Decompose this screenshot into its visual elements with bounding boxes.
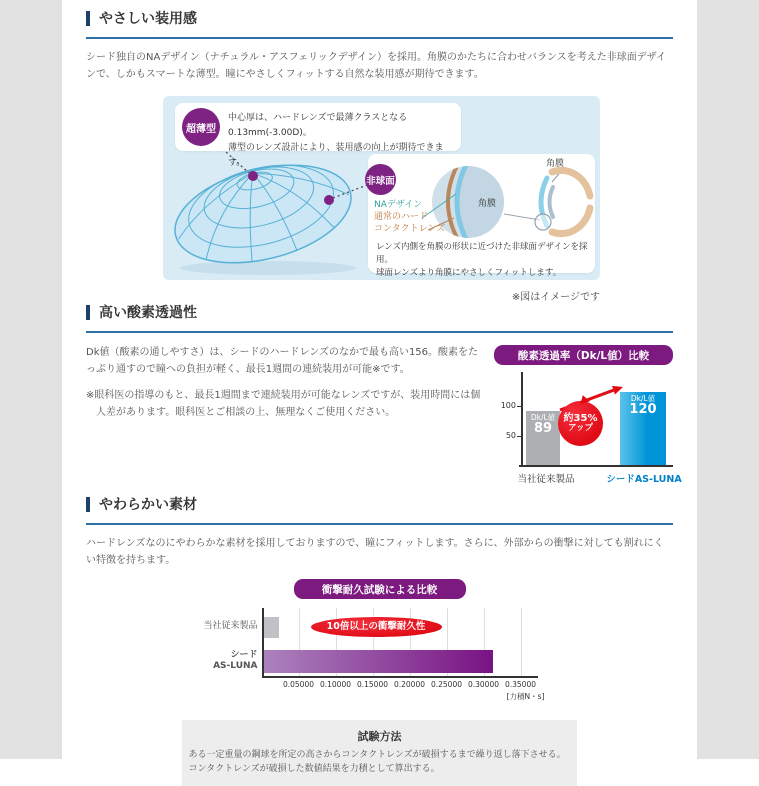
section-accent-bar	[86, 305, 90, 320]
oxy-cat-conventional: 当社従来製品	[517, 474, 575, 485]
test-method-title: 試験方法	[357, 730, 402, 743]
ultra-thin-line2: 薄型のレンズ設計により、装用感の向上が期待できます。	[228, 142, 444, 168]
imp-annotation-ellipse: 10倍以上の衝撃耐久性	[311, 617, 442, 637]
oxygen-text-column	[86, 345, 486, 486]
oxy-annotation-balloon	[558, 401, 603, 446]
section-title: やさしい装用感	[99, 11, 197, 27]
imp-cat-asluna-line1: シード	[230, 650, 258, 660]
test-method-line2: コンタクトレンズが破損した数値結果を力積として算出する。	[188, 764, 440, 775]
oxygen-note: ※眼科医の指導のもと、最長1週間まで連続装用が可能なレンズですが、装用時間には個人差があります。眼科医とご相談の上、無理なくご使用ください。	[86, 390, 481, 418]
oxy-plot	[494, 372, 673, 467]
section-accent-bar	[86, 11, 90, 26]
test-method-box	[182, 720, 577, 786]
section-body: Dk値（酸素の通しやすさ）は、シードのハードレンズのなかで最も高い156。酸素をたっぷり通すので瞳への負担が軽く、最長1週間の連続装用が可能※です。	[86, 347, 479, 375]
normal-hard-lens-label	[374, 211, 445, 235]
lens-point-thin	[248, 171, 258, 181]
oxy-category-labels	[494, 471, 682, 486]
ultra-thin-line1: 中心厚は、ハードレンズで最薄クラスとなる0.13mm(-3.00D)。	[228, 113, 408, 138]
imp-bar-conventional	[264, 617, 279, 638]
na-design-label: NAデザイン	[374, 200, 423, 210]
section-oxygen	[62, 302, 697, 486]
oxy-bar-conventional	[526, 411, 560, 465]
section-material	[62, 494, 697, 786]
oxy-bar-asluna	[620, 392, 666, 465]
ultra-thin-callout-box	[175, 103, 461, 168]
bar-value-label: Dk/L値	[630, 394, 656, 403]
test-method-body	[189, 748, 571, 777]
illustration-note: ※図はイメージです	[511, 292, 600, 303]
section-header	[86, 302, 673, 333]
imp-bar-asluna	[264, 650, 493, 673]
content-area	[62, 0, 697, 775]
y-tick-mark	[517, 406, 521, 407]
annotation-line1: 約35%	[563, 413, 598, 425]
aspheric-desc-line2: 球面レンズより角膜にやさしくフィットします。	[376, 268, 562, 279]
aspheric-description	[376, 241, 590, 281]
section-body: ハードレンズなのにやわらかな素材を採用しておりますので、瞳にフィットします。さらに、外部からの衝撃に対しても割れにくい特徴を持ちます。	[86, 538, 664, 566]
imp-plot	[262, 608, 552, 678]
section-comfort	[62, 8, 697, 303]
imp-x-unit: [力積N・s]	[506, 692, 545, 701]
y-tick-mark	[517, 436, 521, 437]
section-title: やわらかい素材	[99, 497, 197, 513]
oxygen-chart	[494, 345, 682, 486]
test-method-line1: ある一定重量の鋼球を所定の高さからコンタクトレンズが破損するまで繰り返し落下させる。	[188, 750, 566, 760]
gridline	[521, 608, 522, 676]
x-tick-label: 0.20000	[393, 680, 425, 689]
impact-chart	[180, 579, 580, 710]
section-accent-bar	[86, 497, 90, 512]
y-tick-label: 100	[500, 400, 516, 410]
ultra-thin-badge: 超薄型	[182, 108, 220, 146]
aspheric-desc-line1: レンズ内側を角膜の形状に近づけた非球面デザインを採用。	[376, 242, 588, 266]
x-tick-label: 0.35000	[504, 680, 536, 689]
lens-diagram-panel	[163, 96, 600, 280]
section-header	[86, 8, 673, 39]
aspheric-callout-box	[366, 154, 595, 279]
x-tick-label: 0.10000	[319, 680, 351, 689]
eye-illustration	[535, 170, 590, 233]
x-tick-label: 0.25000	[430, 680, 462, 689]
impact-chart-title: 衝撃耐久試験による比較	[294, 579, 466, 599]
normal-hard-line1: 通常のハード	[374, 212, 429, 222]
bar-value: 120	[629, 402, 657, 418]
oxygen-chart-title: 酸素透過率（Dk/L値）比較	[494, 345, 673, 365]
x-tick-label: 0.05000	[282, 680, 314, 689]
cornea-label-eye: 角膜	[546, 159, 565, 169]
section-title: 高い酸素透過性	[99, 305, 197, 321]
section-body: シード独自のNAデザイン（ナチュラル・アスフェリックデザイン）を採用。角膜のかたちに合わせバランスを考えた非球面デザインで、しかもスマートな薄型。瞳にやさしくフィットする自然な装用感が期待できます。	[86, 52, 667, 80]
imp-cat-asluna	[180, 650, 258, 673]
bar-value-label: Dk/L値	[530, 413, 556, 422]
aspheric-badge: 非球面	[365, 164, 396, 195]
y-tick-label: 50	[505, 431, 516, 441]
lens-point-aspheric	[324, 195, 334, 205]
x-axis-line	[519, 465, 673, 467]
imp-cat-asluna-line2: AS-LUNA	[213, 661, 258, 672]
oxy-cat-asluna: シードAS-LUNA	[606, 474, 682, 485]
x-tick-label: 0.30000	[467, 680, 499, 689]
x-axis-line	[262, 676, 538, 678]
imp-cat-conventional: 当社従来製品	[203, 621, 258, 631]
section-header	[86, 494, 673, 525]
y-axis-line	[521, 372, 523, 467]
x-tick-label: 0.15000	[356, 680, 388, 689]
bar-value: 89	[533, 421, 553, 437]
y-axis-line	[262, 608, 264, 678]
annotation-line2: アップ	[568, 423, 593, 434]
cornea-label-zoom: 角膜	[478, 199, 497, 209]
normal-hard-line2: コンタクトレンズ	[374, 224, 446, 235]
